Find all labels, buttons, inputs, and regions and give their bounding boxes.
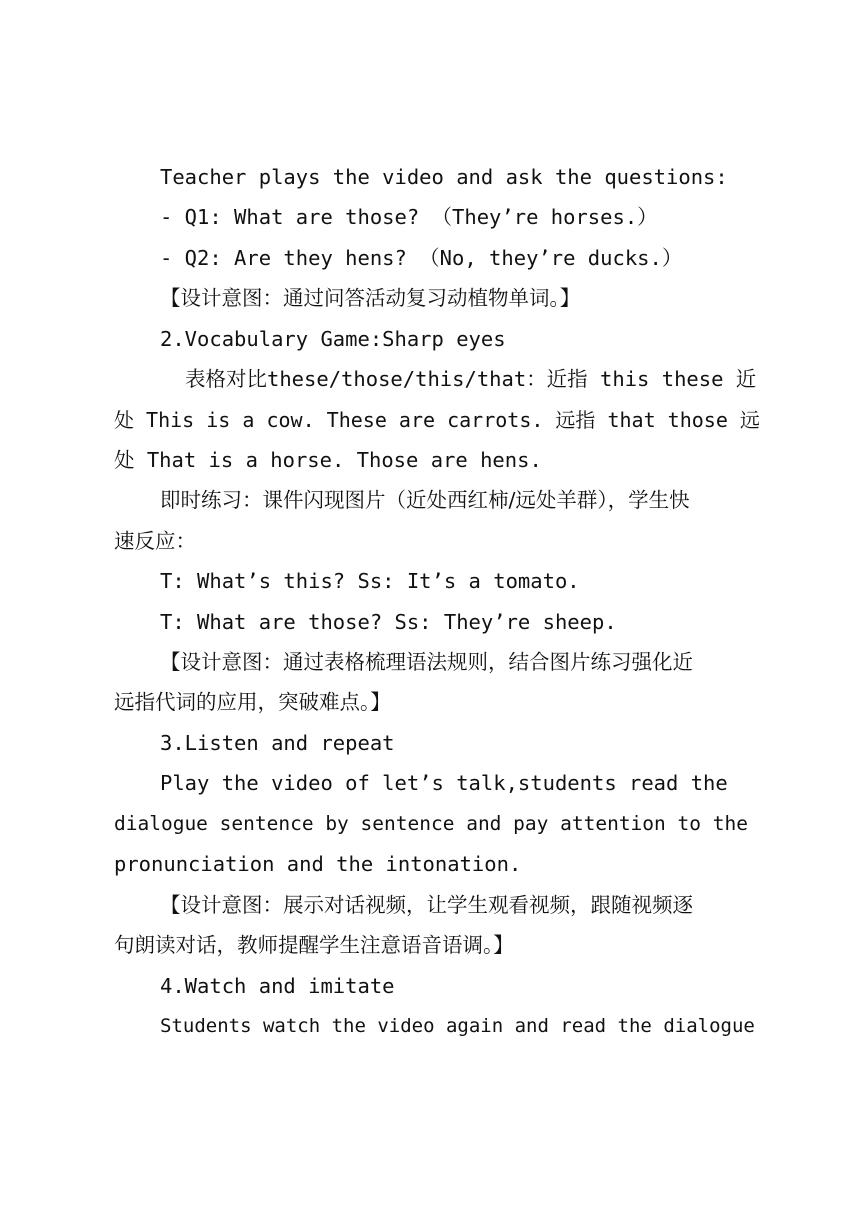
text-line-q1: - Q1: What are those? （They’re horses.） xyxy=(160,205,658,229)
design-intent-note-3-line-1: 【设计意图：展示对话视频，让学生观看视频，跟随视频逐 xyxy=(160,893,693,917)
text-line-this-is-a-cow: 处 This is a cow. These are carrots. 远指 that those 远 xyxy=(114,408,760,432)
text-line-pronunciation: pronunciation and the intonation. xyxy=(114,852,522,876)
text-line-q2: - Q2: Are they hens? （No, they’re ducks.） xyxy=(160,246,683,270)
text-line-instant-practice: 即时练习：课件闪现图片（近处西红柿/远处羊群），学生快 xyxy=(160,488,690,512)
text-line-quick-response: 速反应： xyxy=(114,529,196,553)
text-line-dialogue-sentence: dialogue sentence by sentence and pay attention to the xyxy=(114,812,748,835)
design-intent-note-2-line-2: 远指代词的应用，突破难点。】 xyxy=(114,690,391,714)
design-intent-note-1: 【设计意图：通过问答活动复习动植物单词。】 xyxy=(160,286,581,310)
design-intent-note-2-line-1: 【设计意图：通过表格梳理语法规则，结合图片练习强化近 xyxy=(160,650,693,674)
text-line-table-compare: 表格对比these/those/this/that：近指 this these 近 xyxy=(185,367,757,391)
section-heading-vocabulary-game: 2.Vocabulary Game:Sharp eyes xyxy=(160,327,506,351)
text-line-that-is-a-horse: 处 That is a horse. Those are hens. xyxy=(114,448,542,472)
section-heading-listen-and-repeat: 3.Listen and repeat xyxy=(160,731,395,755)
text-line-what-are-those: T: What are those? Ss: They’re sheep. xyxy=(160,610,617,634)
text-line-whats-this: T: What’s this? Ss: It’s a tomato. xyxy=(160,569,580,593)
text-line-play-the-video: Play the video of let’s talk,students read the xyxy=(160,771,728,795)
section-heading-watch-and-imitate: 4.Watch and imitate xyxy=(160,974,395,998)
design-intent-note-3-line-2: 句朗读对话，教师提醒学生注意语音语调。】 xyxy=(114,933,514,957)
text-line-teacher-plays: Teacher plays the video and ask the questions: xyxy=(160,165,728,189)
text-line-students-watch: Students watch the video again and read the dialogue xyxy=(160,1015,755,1037)
